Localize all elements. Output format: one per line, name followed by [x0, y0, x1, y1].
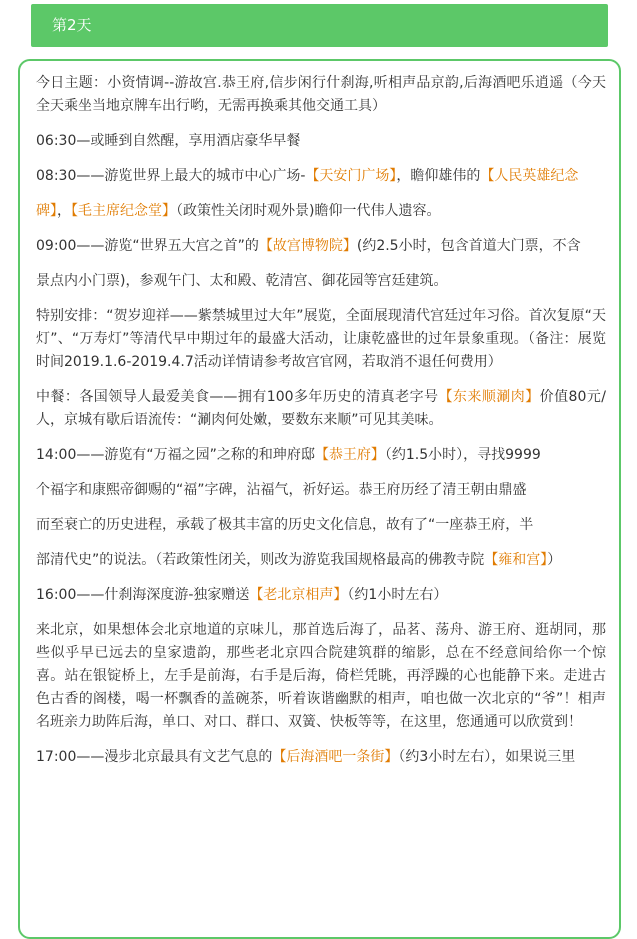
- paragraph-text: ，瞻仰雄伟的: [396, 168, 481, 184]
- paragraph-text: 06:30—或睡到自然醒，享用酒店豪华早餐: [36, 133, 301, 149]
- paragraph-text: 来北京，如果想体会北京地道的京味儿，那首选后海了，品茗、荡舟、游王府、逛胡同，那些似乎早已远去的皇家遗韵，那些老北京四合院建筑群的缩影，总在不经意间给你一个惊喜。站在银锭桥上，左手是前海，右手是后海，倚栏凭眺，再浮躁的心也能静下来。走进古色古香的阁楼，喝一杯飘香的盖碗茶，听着诙谐幽默的相声，咱也做一次北京的“爷”！相声名班亲力助阵后海，单口、对口、群口、双簧、快板等等，在这里，您通通可以欣赏到！: [36, 622, 606, 730]
- paragraph-text: （约1小时左右）: [347, 587, 448, 603]
- paragraph-text: 09:00——游览“世界五大宫之首”的: [36, 238, 259, 254]
- paragraph: [36, 72, 606, 118]
- day-title: 第2天: [52, 16, 92, 34]
- paragraph-text: 个福字和康熙帝御赐的“福”字碑，沾福气，祈好运。恭王府历经了清王朝由鼎盛: [36, 482, 527, 498]
- paragraph-text: 17:00——漫步北京最具有文艺气息的: [36, 749, 273, 765]
- paragraph-text: 今日主题：小资情调--游故宫.恭王府,信步闲行什刹海,听相声品京韵,后海酒吧乐逍遥（今天全天乘坐当地京牌车出行哟，无需再换乘其他交通工具）: [36, 75, 606, 114]
- highlight-place: 【天安门广场】: [305, 168, 397, 184]
- paragraph-text: (约2.5小时，包含首道大门票，不含: [356, 238, 581, 254]
- highlight-place: 【老北京相声】: [249, 587, 348, 603]
- highlight-place: 【恭王府】: [314, 447, 385, 463]
- highlight-place: 【后海酒吧一条街】: [272, 749, 399, 765]
- paragraph: [36, 305, 606, 374]
- paragraph: [36, 619, 606, 734]
- paragraph: [36, 514, 606, 537]
- day-header: [31, 4, 608, 47]
- highlight-place: 碑】: [36, 203, 57, 219]
- paragraph-text: ）: [547, 552, 562, 568]
- highlight-place: 【人民英雄纪念: [480, 168, 579, 184]
- paragraph-text: 中餐：各国领导人最爱美食——拥有100多年历史的清真老字号: [36, 389, 439, 405]
- paragraph: [36, 200, 606, 223]
- paragraph: [36, 746, 606, 769]
- paragraph-text: 价值80元/人，京城有歇后语流传：“涮肉何处嫩，要数东来顺”可见其美味。: [36, 389, 606, 428]
- highlight-place: 【东来顺涮肉】: [438, 389, 540, 405]
- paragraph-text: 而至衰亡的历史进程，承载了极其丰富的历史文化信息，故有了“一座恭王府，半: [36, 517, 534, 533]
- paragraph-text: （约3小时左右），如果说三里: [398, 749, 576, 765]
- highlight-place: 【故宫博物院】: [258, 238, 357, 254]
- paragraph: [36, 130, 606, 153]
- paragraph-text: 景点内小门票)，参观午门、太和殿、乾清宫、御花园等宫廷建筑。: [36, 273, 448, 289]
- paragraph-text: （约1.5小时），寻找9999: [384, 447, 541, 463]
- paragraph: [36, 270, 606, 293]
- paragraph-text: ，: [57, 203, 71, 219]
- paragraph: [36, 386, 606, 432]
- highlight-place: 【雍和宫】: [484, 552, 548, 568]
- paragraph: [36, 584, 606, 607]
- highlight-place: 【毛主席纪念堂】: [71, 203, 176, 219]
- paragraph-text: 16:00——什刹海深度游-独家赠送: [36, 587, 250, 603]
- paragraph: [36, 165, 606, 188]
- itinerary-text: [36, 72, 606, 781]
- paragraph-text: 部清代史”的说法。（若政策性闭关，则改为游览我国规格最高的佛教寺院: [36, 552, 485, 568]
- paragraph: [36, 549, 606, 572]
- paragraph-text: 08:30——游览世界上最大的城市中心广场-: [36, 168, 306, 184]
- paragraph-text: 14:00——游览有“万福之园”之称的和珅府邸: [36, 447, 315, 463]
- paragraph: [36, 479, 606, 502]
- paragraph: [36, 444, 606, 467]
- paragraph-text: 特别安排：“贺岁迎祥——紫禁城里过大年”展览，全面展现清代宫廷过年习俗。首次复原“天灯”、“万寿灯”等清代早中期过年的最盛大活动，让康乾盛世的过年景象重现。（备注：展览时间2019.1.6-2019.4.7活动详情请参考故宫官网，若取消不退任何费用）: [36, 308, 606, 370]
- paragraph-text: （政策性关闭时观外景)瞻仰一代伟人遗容。: [176, 203, 441, 219]
- paragraph: [36, 235, 606, 258]
